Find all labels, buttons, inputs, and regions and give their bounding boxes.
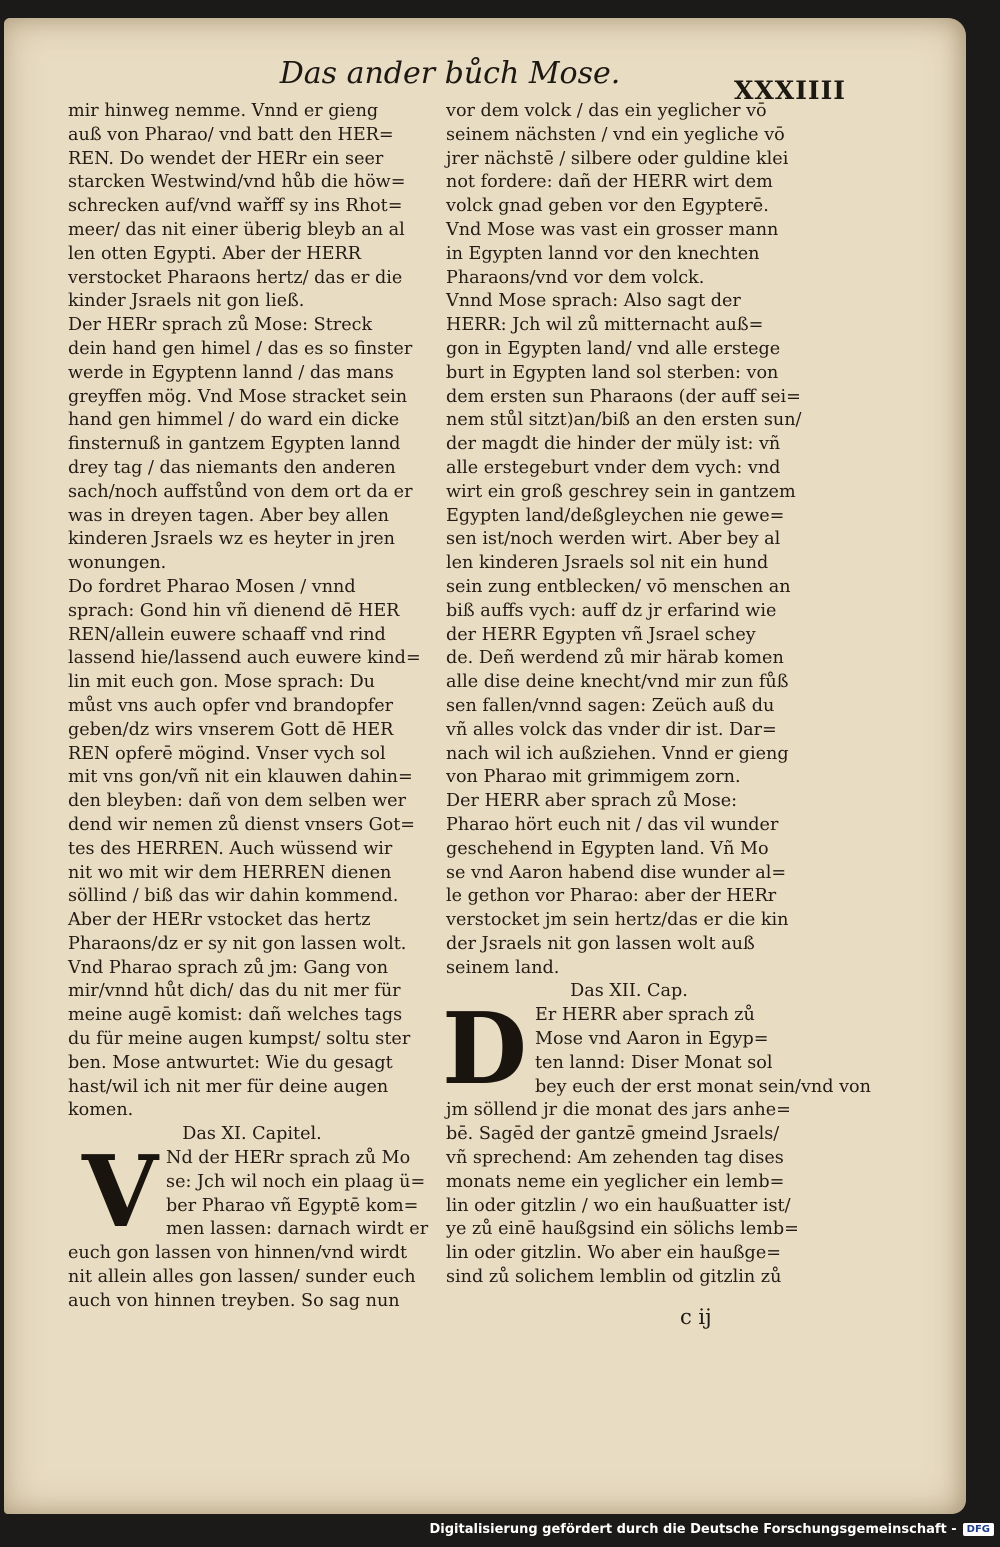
text-line: sprach: Gond hin vñ dienend dē HER — [68, 600, 400, 621]
text-line: seinem land. — [446, 957, 560, 978]
text-line: starcken Westwind/vnd hůb die höw= — [68, 172, 406, 193]
text-line: Er HERR aber sprach zů — [534, 1005, 755, 1026]
right-text-block — [446, 100, 812, 980]
text-line: bey euch der erst monat sein/vnd von — [534, 1076, 871, 1097]
text-line: dein hand gen himel / das es so finster — [68, 338, 413, 359]
text-line: se vnd Aaron habend dise wunder al= — [446, 862, 787, 883]
text-line: nit allein alles gon lassen/ sunder euch — [68, 1267, 416, 1288]
text-line: was in dreyen tagen. Aber bey allen — [68, 505, 389, 526]
text-line: greyffen mög. Vnd Mose stracket sein — [68, 386, 408, 407]
text-line: lin oder gitzlin. Wo aber ein haußge= — [446, 1243, 781, 1264]
text-line: nem stůl sitzt)an/biß an den ersten sun/ — [446, 410, 802, 431]
text-line: hast/wil ich nit mer für deine augen — [68, 1076, 389, 1097]
text-line: wirt ein groß geschrey sein in gantzem — [446, 481, 796, 502]
text-line: sen ist/noch werden wirt. Aber bey al — [446, 529, 781, 550]
text-line: drey tag / das niemants den anderen — [68, 457, 396, 478]
text-line: mit vns gon/vñ nit ein klauwen dahin= — [68, 767, 413, 788]
text-line: dend wir nemen zů dienst vnsers Got= — [68, 814, 416, 835]
text-line: Nd der HERr sprach zů Mo — [166, 1148, 411, 1169]
text-line: monats neme ein yeglicher ein lemb= — [446, 1171, 785, 1192]
text-line: verstocket jm sein hertz/das er die kin — [446, 910, 789, 931]
text-line: seinem nächsten / vnd ein yegliche vō — [446, 124, 785, 145]
text-line: sein zung entblecken/ vō menschen an — [446, 576, 791, 597]
text-line: geben/dz wirs vnserem Gott dē HER — [68, 719, 394, 740]
text-line: Mose vnd Aaron in Egyp= — [534, 1029, 769, 1050]
text-line: lin oder gitzlin / wo ein haußuatter ist/ — [446, 1195, 791, 1216]
text-line: der magdt die hinder der müly ist: vñ — [446, 434, 781, 455]
text-line: ten lannd: Diser Monat sol — [534, 1052, 773, 1073]
drop-cap-d: D — [442, 992, 527, 1108]
text-line: den bleyben: dañ von dem selben wer — [68, 791, 406, 812]
text-line: Der HERr sprach zů Mose: Streck — [68, 315, 373, 336]
text-line: de. Deñ werdend zů mir härab komen — [446, 648, 784, 669]
text-line: Do fordret Pharao Mosen / vnnd — [68, 576, 356, 597]
text-line: alle erstegeburt vnder dem vych: vnd — [446, 457, 781, 478]
text-line: ye zů einē haußgsind ein sölichs lemb= — [446, 1219, 799, 1240]
text-line: se: Jch wil noch ein plaag ü= — [166, 1171, 426, 1192]
text-line: finsternuß in gantzem Egypten lannd — [68, 434, 401, 455]
text-line: můst vns auch opfer vnd brandopfer — [68, 695, 394, 716]
text-line: Egypten land/deßgleychen nie gewe= — [446, 505, 785, 526]
text-line: der Jsraels nit gon lassen wolt auß — [446, 933, 755, 954]
text-line: gon in Egypten land/ vnd alle erstege — [446, 338, 781, 359]
text-line: wonungen. — [68, 553, 167, 574]
text-line: meer/ das nit einer überig bleyb an al — [68, 219, 405, 240]
text-line: dem ersten sun Pharaons (der auff sei= — [446, 386, 801, 407]
text-line: in Egypten lannd vor den knechten — [446, 243, 760, 264]
text-line: kinderen Jsraels wz es heyter in jren — [68, 529, 395, 550]
chapter-11-opening — [68, 1135, 436, 1251]
text-line: schrecken auf/vnd wařff sy ins Rhot= — [68, 196, 403, 217]
digitization-footer — [0, 1519, 994, 1539]
text-line: Vnd Mose was vast ein grosser mann — [446, 219, 779, 240]
dfg-logo-icon: DFG — [963, 1523, 994, 1536]
text-line: Pharaons/dz er sy nit gon lassen wolt. — [68, 933, 407, 954]
chapter-heading-12: Das XII. Cap. — [570, 981, 688, 1002]
text-line: lassend hie/lassend auch euwere kind= — [68, 648, 421, 669]
text-line: vor dem volck / das ein yeglicher vō — [446, 101, 767, 121]
text-line: geschehend in Egypten land. Vñ Mo — [446, 838, 769, 859]
drop-cap-v: V — [82, 1135, 159, 1251]
text-line: nit wo mit wir dem HERREN dienen — [68, 862, 392, 883]
footer-credit: Digitalisierung gefördert durch die Deutsche Forschungsgemeinschaft - — [429, 1521, 957, 1537]
left-text-after — [68, 1242, 436, 1313]
text-line: Pharao hört euch nit / das vil wunder — [446, 814, 779, 835]
text-line: men lassen: darnach wirdt er — [166, 1219, 429, 1240]
text-line: burt in Egypten land sol sterben: von — [446, 362, 779, 383]
text-line: lin mit euch gon. Mose sprach: Du — [68, 672, 376, 693]
text-line: werde in Egyptenn lannd / das mans — [68, 362, 394, 383]
running-head: Das ander bůch Mose. — [279, 56, 621, 91]
text-line: kinder Jsraels nit gon ließ. — [68, 291, 305, 312]
text-line: REN/allein euwere schaaff vnd rind — [68, 624, 386, 645]
text-line: du für meine augen kumpst/ soltu ster — [68, 1029, 411, 1050]
text-line: verstocket Pharaons hertz/ das er die — [68, 267, 403, 288]
text-line: ben. Mose antwurtet: Wie du gesagt — [68, 1052, 393, 1073]
text-line: ber Pharao vñ Egyptē kom= — [166, 1195, 419, 1216]
signature-mark: c ij — [680, 1305, 712, 1329]
text-line: Aber der HERr vstocket das hertz — [68, 910, 371, 931]
text-line: jrer nächstē / silbere oder guldine klei — [446, 148, 789, 169]
text-line: jm söllend jr die monat des jars anhe= — [446, 1100, 791, 1121]
text-line: sen fallen/vnnd sagen: Zeüch auß du — [446, 695, 775, 716]
text-line: Vnnd Mose sprach: Also sagt der — [446, 291, 741, 312]
text-line: Vnd Pharao sprach zů jm: Gang von — [68, 957, 389, 978]
text-line: sind zů solichem lemblin od gitzlin zů — [446, 1267, 782, 1288]
text-line: von Pharao mit grimmigem zorn. — [446, 767, 741, 788]
text-line: Pharaons/vnd vor dem volck. — [446, 267, 705, 288]
text-line: meine augē komist: dañ welches tags — [68, 1005, 403, 1026]
text-line: not fordere: dañ der HERR wirt dem — [446, 172, 773, 193]
text-line: sach/noch auffstůnd von dem ort da er — [68, 481, 413, 502]
text-line: auch von hinnen treyben. So sag nun — [68, 1290, 400, 1311]
chapter-heading-11: Das XI. Capitel. — [182, 1124, 322, 1145]
text-line: REN opferē mögind. Vnser vych sol — [68, 743, 386, 764]
text-line: komen. — [68, 1100, 134, 1121]
text-line: bē. Sagēd der gantzē gmeind Jsraels/ — [446, 1124, 780, 1145]
right-text-after — [446, 1076, 871, 1290]
text-line: söllind / biß das wir dahin kommend. — [68, 886, 399, 907]
text-line: REN. Do wendet der HERr ein seer — [68, 148, 384, 169]
text-line: volck gnad geben vor den Egypterē. — [446, 196, 769, 217]
text-line: nach wil ich außziehen. Vnnd er gieng — [446, 743, 789, 764]
text-line: HERR: Jch wil zů mitternacht auß= — [446, 315, 764, 336]
text-line: euch gon lassen von hinnen/vnd wirdt — [68, 1243, 408, 1264]
left-column — [68, 100, 436, 1314]
right-column — [442, 100, 871, 1290]
text-line: auß von Pharao/ vnd batt den HER= — [68, 124, 394, 145]
text-line: vñ alles volck das vnder dir ist. Dar= — [446, 719, 777, 740]
text-line: vñ sprechend: Am zehenden tag dises — [446, 1148, 784, 1169]
text-line: der HERR Egypten vñ Jsrael schey — [446, 624, 756, 645]
left-text-block — [68, 100, 436, 1123]
text-line: le gethon vor Pharao: aber der HERr — [446, 886, 777, 907]
text-line: alle dise deine knecht/vnd mir zun fůß — [446, 672, 789, 693]
text-line: hand gen himmel / do ward ein dicke — [68, 410, 400, 431]
text-line: len kinderen Jsraels sol nit ein hund — [446, 553, 769, 574]
text-line: biß auffs vych: auff dz jr erfarind wie — [446, 600, 777, 621]
text-line: tes des HERREN. Auch wüssend wir — [68, 838, 393, 859]
text-line: mir/vnnd hůt dich/ das du nit mer für — [68, 981, 401, 1002]
text-line: len otten Egypti. Aber der HERR — [68, 243, 361, 264]
text-line: mir hinweg nemme. Vnnd er gieng — [68, 101, 379, 121]
text-line: Der HERR aber sprach zů Mose: — [446, 791, 738, 812]
folio-number: XXXIIII — [734, 76, 846, 105]
